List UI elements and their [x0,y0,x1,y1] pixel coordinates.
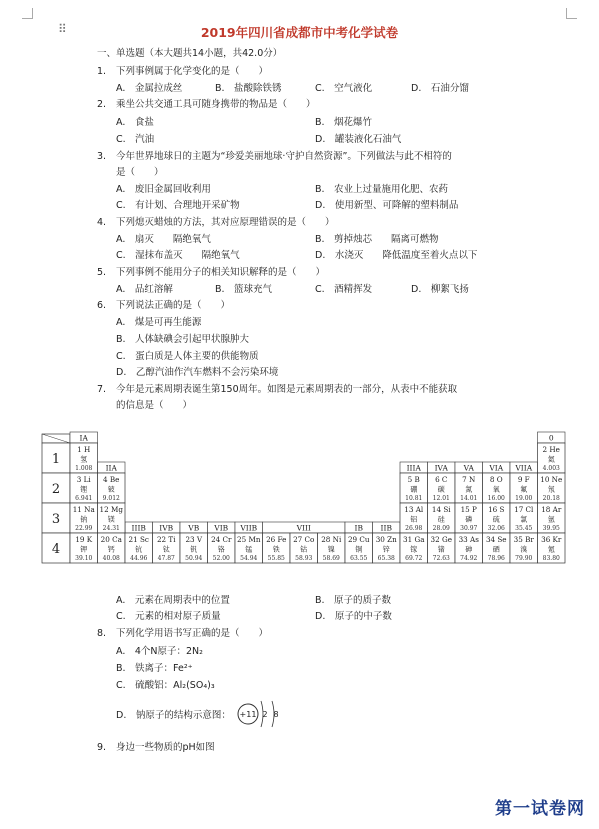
element-symbol: 12 Mg [99,505,123,514]
element-symbol: 16 S [488,505,505,514]
option-d: D. 使用新型、可降解的塑料制品 [315,200,459,211]
element-name: 氦 [547,455,555,464]
group-header: IIIA [406,463,421,473]
element-mass: 83.80 [542,555,560,562]
option-a: A. 食盐 [116,117,154,128]
element-name: 钒 [190,545,198,554]
element-mass: 69.72 [405,555,423,562]
element-mass: 1.008 [75,465,93,472]
element-symbol: 34 Se [485,535,507,544]
element-symbol: 15 P [460,505,477,514]
element-mass: 12.01 [432,495,450,502]
element-symbol: 24 Cr [211,535,232,544]
period-number: 4 [51,542,61,557]
element-mass: 52.00 [212,555,230,562]
drag-handle-icon[interactable]: ⠿ [58,22,68,36]
element-symbol: 7 N [462,475,476,484]
element-name: 硒 [492,545,500,554]
element-mass: 44.96 [130,555,148,562]
element-name: 氩 [547,515,555,524]
element-mass: 9.012 [102,495,120,502]
element-name: 钠 [80,515,88,524]
element-symbol: 22 Ti [156,535,176,544]
element-name: 镁 [107,515,115,524]
option-b: B. 烟花爆竹 [315,117,373,128]
element-name: 锗 [437,545,445,554]
question-text: 下列熄灭蜡烛的方法，其对应原理错误的是（ ） [116,217,335,228]
element-mass: 39.95 [542,525,560,532]
question-text: 下列说法正确的是（ ） [116,300,231,311]
element-mass: 10.81 [405,495,423,502]
option-d: D. 水浇灭 降低温度至着火点以下 [315,250,478,261]
option-c: C. 湿抹布盖灭 隔绝氧气 [116,250,240,261]
element-mass: 40.08 [102,555,120,562]
period-number: 2 [51,482,61,497]
element-symbol: 23 V [185,535,203,544]
element-name: 镍 [327,545,335,554]
option-a: A. 金属拉成丝 [116,83,183,94]
element-name: 氪 [547,545,555,554]
group-header: IB [354,523,363,533]
option-c: C. 元素的相对原子质量 [116,611,221,622]
option-b: B. 农业上过量施用化肥、农药 [315,184,449,195]
element-name: 钙 [107,545,115,554]
element-name: 锌 [382,545,390,554]
question-number: 4. [97,217,107,228]
option-b: B. 铁离子：Fe²⁺ [116,663,193,674]
element-mass: 16.00 [487,495,505,502]
element-symbol: 21 Sc [128,535,149,544]
element-symbol: 29 Cu [347,535,370,544]
group-header: VIA [489,463,504,473]
question-number: 2. [97,99,107,110]
element-symbol: 30 Zn [375,535,397,544]
element-symbol: 3 Li [76,475,91,484]
question-number: 9. [97,742,107,753]
element-name: 硅 [437,515,445,524]
question-number: 8. [97,628,107,639]
element-mass: 14.01 [460,495,478,502]
element-symbol: 20 Ca [100,535,122,544]
element-name: 氯 [520,515,528,524]
element-mass: 6.941 [75,495,93,502]
question-number: 3. [97,151,107,162]
element-name: 钴 [300,545,308,554]
option-a: A. 扇灭 隔绝氧气 [116,234,211,245]
element-name: 氟 [520,485,528,494]
group-header: VIIB [240,523,258,533]
question-text: 今年是元素周期表诞生第150周年。如图是元素周期表的一部分，从表中不能获取 [116,384,458,395]
element-symbol: 4 Be [103,475,120,484]
element-name: 锂 [80,485,88,494]
question-text: 下列事例属于化学变化的是（ ） [116,66,269,77]
element-mass: 24.31 [102,525,120,532]
element-mass: 78.96 [487,555,505,562]
element-name: 铁 [272,545,280,554]
option-c: C. 蛋白质是人体主要的供能物质 [116,351,259,362]
option-c: C. 空气液化 [315,83,373,94]
option-c: C. 有计划、合理地开采矿物 [116,200,240,211]
element-symbol: 13 Al [404,505,424,514]
element-symbol: 5 B [407,475,420,484]
element-symbol: 26 Fe [266,535,287,544]
element-mass: 19.00 [515,495,533,502]
element-name: 铜 [355,545,363,554]
question-number: 5. [97,267,107,278]
option-d: D. 罐装液化石油气 [315,134,402,145]
question-number: 6. [97,300,107,311]
option-d: D. 原子的中子数 [315,611,392,622]
element-mass: 55.85 [267,555,285,562]
atom-shell-2: 8 [273,710,279,719]
element-symbol: 8 O [489,475,503,484]
element-name: 溴 [520,545,528,554]
atom-shell-1: 2 [262,710,268,719]
option-b: B. 篮球充气 [215,284,273,295]
element-symbol: 32 Ge [430,535,452,544]
element-mass: 50.94 [185,555,203,562]
element-name: 铬 [217,545,225,554]
element-symbol: 9 F [517,475,530,484]
element-symbol: 1 H [77,445,91,454]
option-b: B. 原子的质子数 [315,595,392,606]
element-mass: 20.18 [542,495,560,502]
question-text: 今年世界地球日的主题为“珍爱美丽地球·守护自然资源”。下列做法与此不相符的 [116,151,452,162]
question-text: 下列化学用语书写正确的是（ ） [116,628,269,639]
group-header: VA [463,463,474,473]
element-name: 砷 [465,545,473,554]
question-text: 乘坐公共交通工具可随身携带的物品是（ ） [116,99,316,110]
option-d: D. 钠原子的结构示意图： [116,710,231,721]
element-name: 氮 [465,485,473,494]
element-symbol: 14 Si [431,505,451,514]
brand-watermark: 第一试卷网 [495,799,585,819]
element-mass: 58.69 [322,555,340,562]
question-text-continued: 是（ ） [116,167,164,178]
group-header: IIB [380,523,392,533]
option-c: C. 汽油 [116,134,155,145]
option-a: A. 废旧金属回收利用 [116,184,211,195]
element-name: 硫 [492,515,500,524]
element-symbol: 2 He [542,445,560,454]
group-header: VB [188,523,200,533]
period-number: 1 [51,452,61,467]
page-corner-top-left [22,8,33,19]
element-mass: 58.93 [295,555,313,562]
element-name: 碳 [437,485,445,494]
group-header: IVA [434,463,448,473]
element-mass: 72.63 [432,555,450,562]
element-mass: 32.06 [487,525,505,532]
element-mass: 28.09 [432,525,450,532]
element-name: 镓 [410,545,418,554]
element-mass: 47.87 [157,555,175,562]
option-d: D. 石油分馏 [411,83,469,94]
question-text: 下列事例不能用分子的相关知识解释的是（ ） [116,267,326,278]
element-symbol: 27 Co [293,535,315,544]
option-b: B. 剪掉烛芯 隔离可燃物 [315,234,439,245]
element-name: 钛 [162,545,170,554]
element-name: 磷 [465,515,473,524]
periodic-table [42,430,563,580]
element-symbol: 10 Ne [540,475,563,484]
group-header: IIIB [131,523,146,533]
element-mass: 30.97 [460,525,478,532]
element-name: 钪 [135,545,143,554]
periodic-table-svg [42,430,563,580]
option-a: A. 4个N原子：2N₂ [116,646,203,657]
question-number: 7. [97,384,107,395]
element-symbol: 18 Ar [541,505,562,514]
element-symbol: 35 Br [513,535,534,544]
group-header: IVB [159,523,174,533]
element-mass: 39.10 [75,555,93,562]
option-a: A. 元素在周期表中的位置 [116,595,230,606]
element-name: 锰 [245,545,253,554]
element-symbol: 36 Kr [541,535,562,544]
element-mass: 22.99 [75,525,93,532]
group-header: IA [79,433,88,443]
group-header: 0 [548,433,554,443]
section-heading: 一、单选题（本大题共14小题，共42.0分） [97,48,283,59]
option-b: B. 人体缺碘会引起甲状腺肿大 [116,334,250,345]
element-name: 氧 [492,485,500,494]
element-name: 钾 [80,545,88,554]
question-text: 身边一些物质的pH如图 [116,742,215,753]
question-text-continued: 的信息是（ ） [116,400,193,411]
element-symbol: 25 Mn [237,535,261,544]
element-mass: 4.003 [542,465,560,472]
option-a: A. 品红溶解 [116,284,173,295]
element-symbol: 6 C [435,475,448,484]
element-name: 氖 [547,485,555,494]
option-d: D. 柳絮飞扬 [411,284,469,295]
element-symbol: 19 K [75,535,93,544]
element-symbol: 17 Cl [514,505,534,514]
element-mass: 79.90 [515,555,533,562]
period-number: 3 [51,512,61,527]
option-a: A. 煤是可再生能源 [116,317,202,328]
option-c: C. 酒精挥发 [315,284,373,295]
element-symbol: 11 Na [72,505,95,514]
sodium-atom-diagram [235,697,295,731]
element-symbol: 33 As [458,535,479,544]
option-d: D. 乙醇汽油作汽车燃料不会污染环境 [116,367,279,378]
element-name: 氢 [80,455,88,464]
element-name: 铝 [410,515,418,524]
question-number: 1. [97,66,107,77]
option-c: C. 硫酸铝：Al₂(SO₄)₃ [116,680,215,691]
element-symbol: 31 Ga [403,535,425,544]
element-mass: 65.38 [377,555,395,562]
element-mass: 35.45 [515,525,533,532]
element-mass: 54.94 [240,555,258,562]
element-symbol: 28 Ni [321,535,342,544]
group-header: VIII [296,523,311,533]
element-name: 铍 [107,485,115,494]
group-header: VIIA [515,463,533,473]
element-name: 硼 [410,485,418,494]
element-mass: 74.92 [460,555,478,562]
element-mass: 63.55 [350,555,368,562]
group-header: IIA [105,463,117,473]
option-b: B. 盐酸除铁锈 [215,83,282,94]
atom-nucleus-charge: +11 [239,710,257,719]
page-corner-top-right [566,8,577,19]
page-title: 2019年四川省成都市中考化学试卷 [200,25,399,40]
element-mass: 26.98 [405,525,423,532]
group-header: VIB [214,523,229,533]
